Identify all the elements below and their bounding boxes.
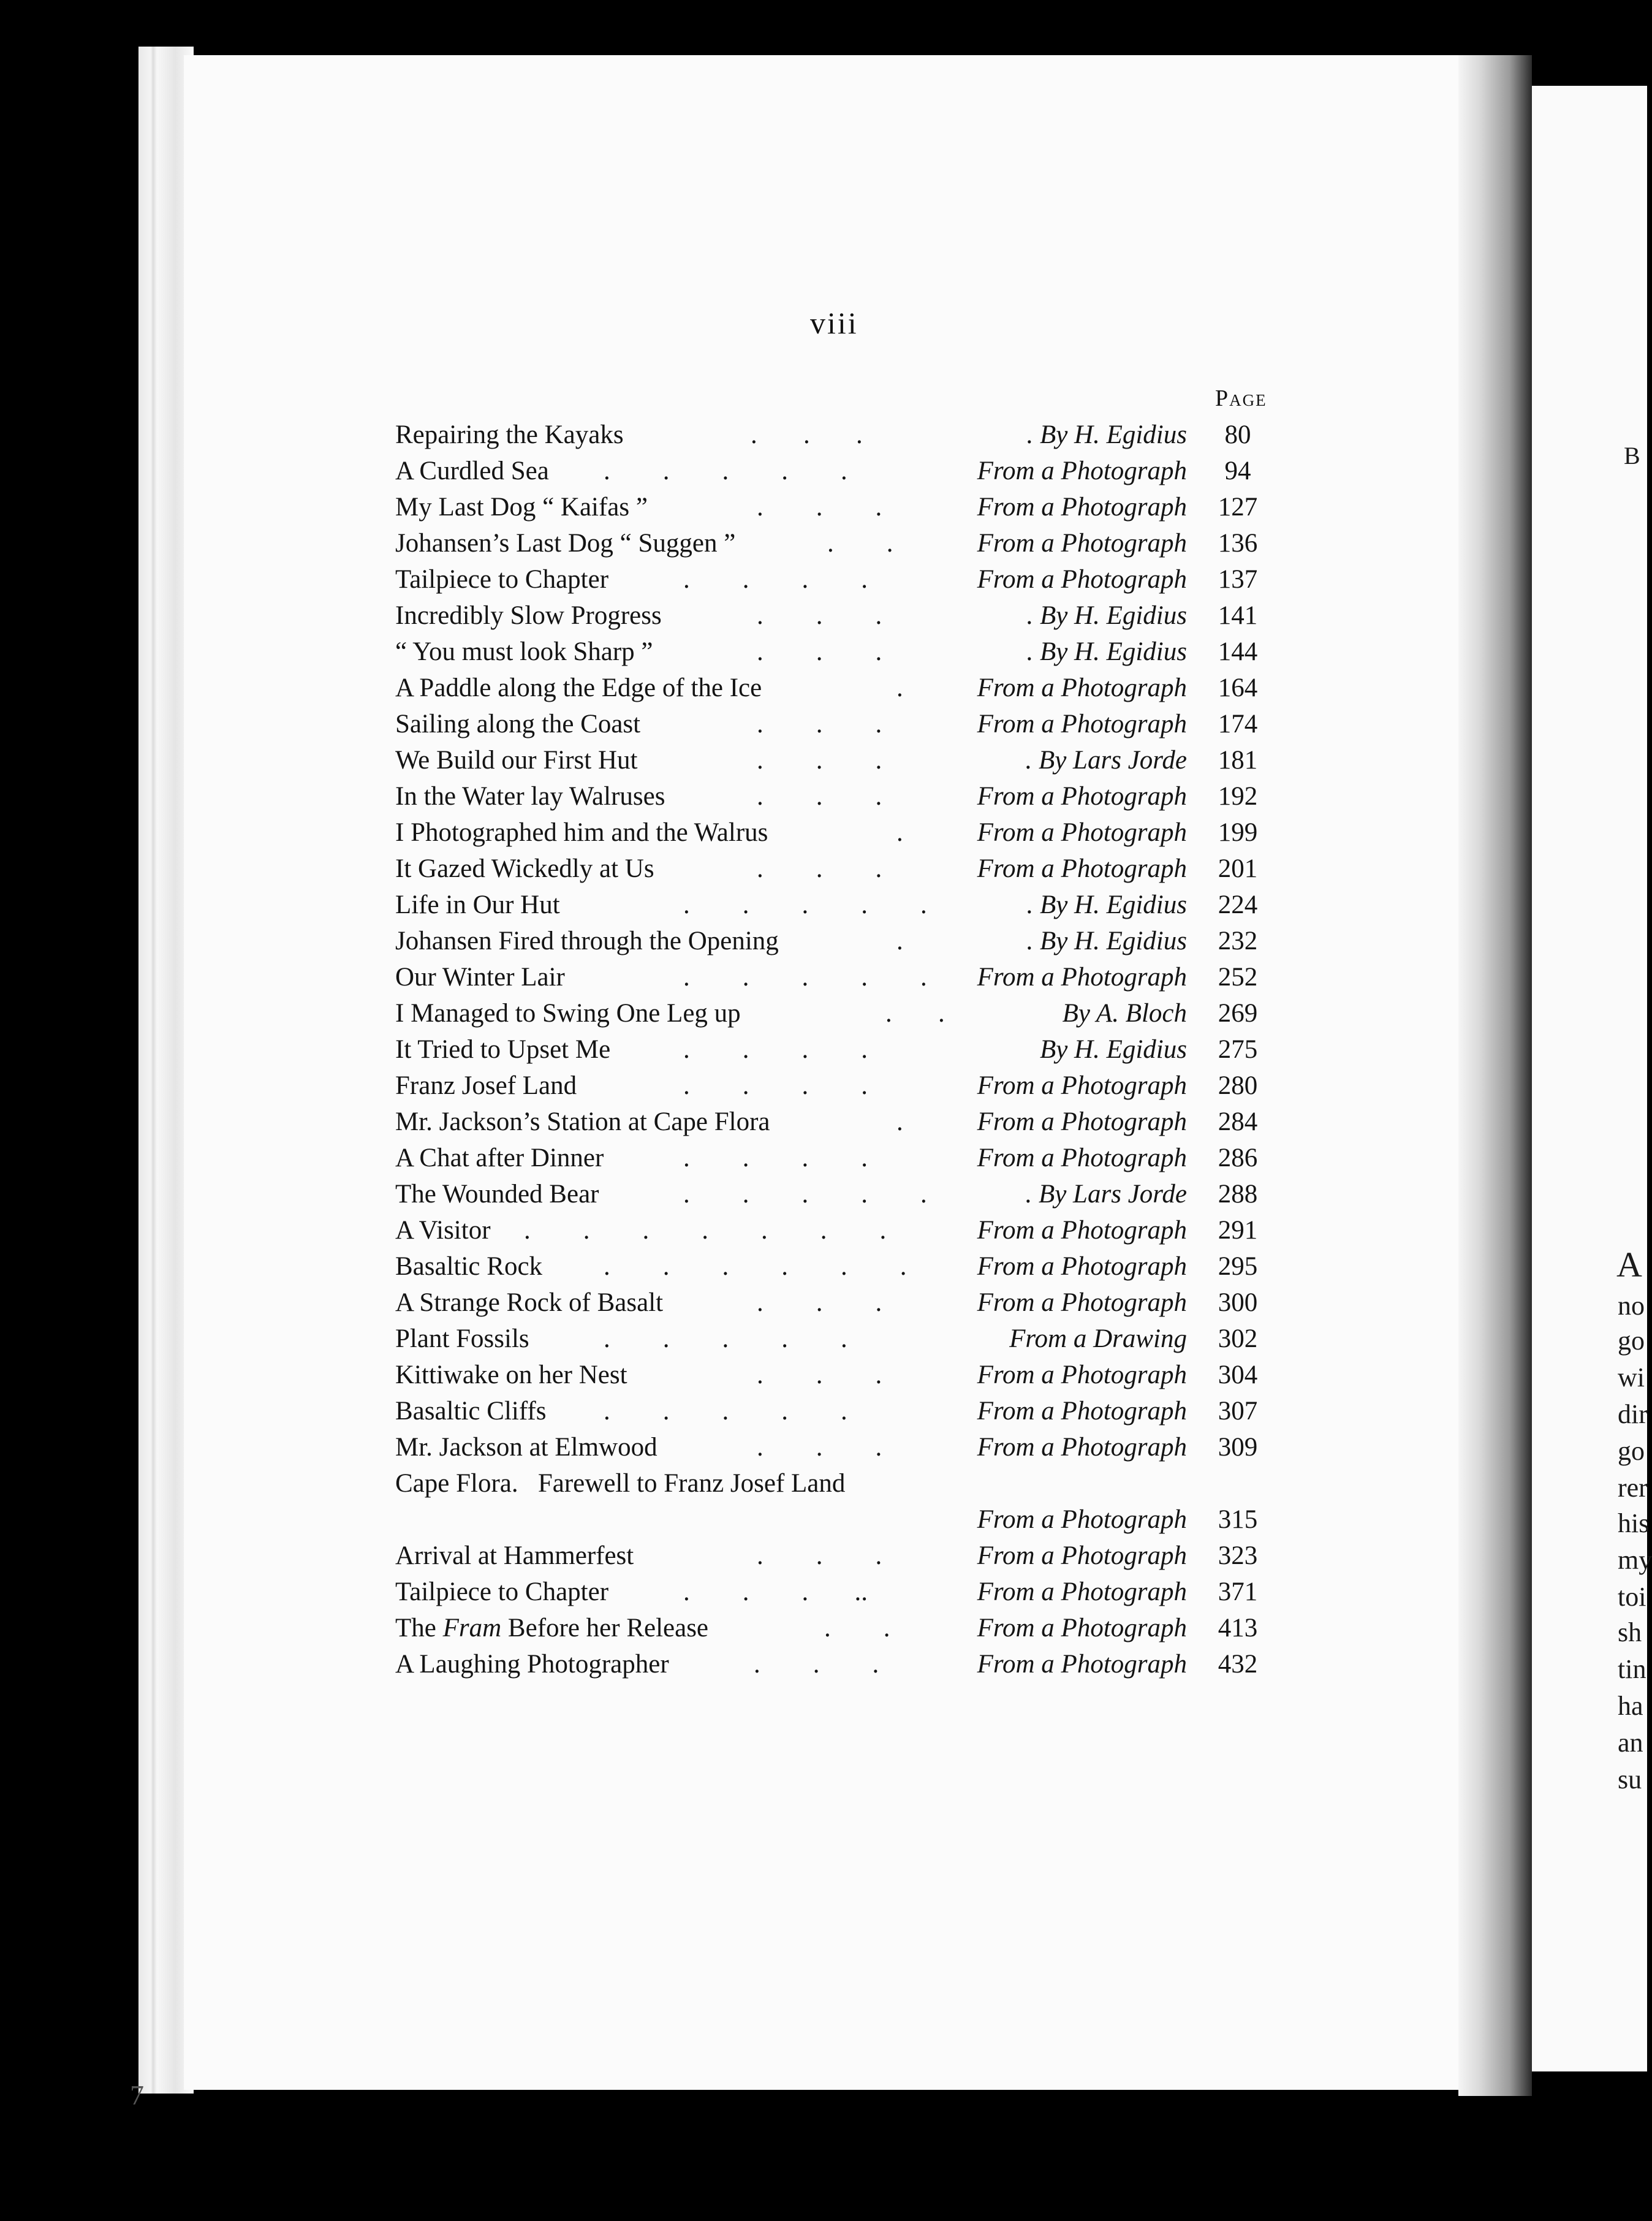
leader-dots: . . . <box>757 1541 882 1570</box>
list-item <box>395 851 1271 887</box>
facing-page-fragment: su <box>1618 1764 1642 1794</box>
entry-page: 284 <box>1218 1107 1258 1136</box>
facing-page-fragment: go <box>1618 1326 1645 1356</box>
entry-credit: From a Photograph <box>977 710 1187 738</box>
entry-credit: From a Photograph <box>977 1397 1187 1426</box>
leader-dots: . . . <box>757 710 882 738</box>
entry-page: 232 <box>1218 927 1258 955</box>
leader-dots: . . . <box>757 1433 882 1462</box>
entry-page: 224 <box>1218 890 1258 919</box>
leader-dots: . . . . . <box>604 457 847 485</box>
leader-dots: . . . <box>751 420 863 449</box>
facing-page-fragment: no <box>1618 1291 1645 1321</box>
entry-page: 199 <box>1218 818 1258 847</box>
leader-dots: . . . .. <box>683 1577 868 1606</box>
list-item <box>395 1285 1271 1321</box>
entry-credit: From a Photograph <box>977 1252 1187 1281</box>
entry-title: I Photographed him and the Walrus <box>395 818 768 847</box>
entry-page: 371 <box>1218 1577 1258 1606</box>
leader-dots: . . . <box>757 854 882 883</box>
list-item <box>395 778 1271 814</box>
list-item <box>395 1104 1271 1140</box>
facing-page-fragment: sh <box>1618 1617 1642 1647</box>
entry-credit: From a Photograph <box>977 1107 1187 1136</box>
leader-dots: . . . <box>757 782 882 811</box>
entry-credit: From a Photograph <box>977 1288 1187 1317</box>
facing-page-fragment: tin <box>1618 1654 1646 1684</box>
entry-title: Basaltic Rock <box>395 1252 543 1281</box>
entry-title: Incredibly Slow Progress <box>395 601 662 630</box>
entry-page: 295 <box>1218 1252 1258 1281</box>
list-item <box>395 959 1271 995</box>
list-item <box>395 670 1271 706</box>
entry-page: 201 <box>1218 854 1258 883</box>
list-item <box>395 525 1271 561</box>
leader-dots: . . . <box>757 637 882 666</box>
entry-title: Life in Our Hut <box>395 890 560 919</box>
entry-title: We Build our First Hut <box>395 746 638 775</box>
entry-credit: . By H. Egidius <box>1026 890 1187 919</box>
facing-page-fragment: ha <box>1618 1691 1643 1721</box>
entry-page: 141 <box>1218 601 1258 630</box>
entry-credit: From a Photograph <box>977 782 1187 811</box>
facing-page-fragment: toi <box>1618 1582 1646 1612</box>
leader-dots: . <box>896 1107 903 1136</box>
entry-title: Plant Fossils <box>395 1324 529 1353</box>
leader-dots: . <box>896 818 903 847</box>
entry-title: Basaltic Cliffs <box>395 1397 547 1426</box>
leader-dots: . . . . <box>683 1035 868 1064</box>
entry-title: Johansen Fired through the Opening <box>395 927 779 955</box>
facing-page-fragment: dir <box>1618 1399 1648 1429</box>
entry-title: My Last Dog “ Kaifas ” <box>395 493 648 522</box>
facing-page-fragment: an <box>1618 1728 1643 1758</box>
list-item <box>395 1321 1271 1357</box>
leader-dots: . . . . <box>683 1071 868 1100</box>
entry-title: Sailing along the Coast <box>395 710 641 738</box>
leader-dots: . . . <box>757 746 882 775</box>
entry-page: 174 <box>1218 710 1258 738</box>
list-item <box>395 995 1271 1031</box>
leader-dots: . . . . <box>683 565 868 594</box>
entry-title: Johansen’s Last Dog “ Suggen ” <box>395 529 736 558</box>
facing-page-fragment: B <box>1624 442 1640 469</box>
entry-credit: From a Photograph <box>977 674 1187 702</box>
leader-dots: . <box>896 927 903 955</box>
list-item <box>395 1068 1271 1104</box>
list-item <box>395 1574 1271 1610</box>
leader-dots: . . . . . <box>683 1180 927 1209</box>
entry-credit: . By H. Egidius <box>1026 601 1187 630</box>
list-item <box>395 1538 1271 1574</box>
leader-dots: . . . . . <box>604 1324 847 1353</box>
leader-dots: . . . <box>757 493 882 522</box>
list-item <box>395 1646 1271 1682</box>
leader-dots: . . . . <box>683 1144 868 1172</box>
entry-page: 300 <box>1218 1288 1258 1317</box>
entry-credit: From a Photograph <box>977 963 1187 992</box>
entry-credit: . By H. Egidius <box>1026 637 1187 666</box>
entry-title: The Wounded Bear <box>395 1180 599 1209</box>
list-item <box>395 1465 1271 1538</box>
entry-title: Mr. Jackson’s Station at Cape Flora <box>395 1107 770 1136</box>
entry-page: 280 <box>1218 1071 1258 1100</box>
entry-title: Arrival at Hammerfest <box>395 1541 634 1570</box>
facing-page-fragment: go <box>1618 1436 1645 1466</box>
entry-credit: From a Photograph <box>977 818 1187 847</box>
entry-credit: From a Photograph <box>977 529 1187 558</box>
entry-credit: From a Photograph <box>977 457 1187 485</box>
entry-credit: From a Photograph <box>977 1650 1187 1679</box>
list-item <box>395 453 1271 489</box>
list-item <box>395 1031 1271 1068</box>
facing-page-fragment: his <box>1618 1508 1650 1538</box>
list-item <box>395 1610 1271 1646</box>
leader-dots: . . . <box>757 1288 882 1317</box>
entry-page: 302 <box>1218 1324 1258 1353</box>
entry-page: 136 <box>1218 529 1258 558</box>
entry-credit: From a Photograph <box>977 565 1187 594</box>
entry-credit: From a Photograph <box>977 1144 1187 1172</box>
entry-credit: From a Photograph <box>977 493 1187 522</box>
list-item <box>395 1140 1271 1176</box>
entry-title: A Paddle along the Edge of the Ice <box>395 674 762 702</box>
entry-credit: By H. Egidius <box>1039 1035 1187 1064</box>
entry-title: Our Winter Lair <box>395 963 565 992</box>
list-item <box>395 561 1271 598</box>
entry-page: 304 <box>1218 1361 1258 1389</box>
entry-title: Repairing the Kayaks <box>395 420 624 449</box>
entry-title: Tailpiece to Chapter <box>395 1577 609 1606</box>
entry-title: A Curdled Sea <box>395 457 549 485</box>
leader-dots: . . . . . <box>683 963 927 992</box>
entry-title: A Strange Rock of Basalt <box>395 1288 664 1317</box>
entry-title: Kittiwake on her Nest <box>395 1361 627 1389</box>
list-item <box>395 1429 1271 1465</box>
entry-page: 94 <box>1224 457 1251 485</box>
entry-page: 323 <box>1218 1541 1258 1570</box>
entry-credit: . By H. Egidius <box>1026 927 1187 955</box>
entry-title: Cape Flora. Farewell to Franz Josef Land <box>395 1469 846 1498</box>
list-item <box>395 598 1271 634</box>
entry-credit: From a Photograph <box>977 854 1187 883</box>
entry-credit: From a Photograph <box>977 1361 1187 1389</box>
entry-credit: From a Photograph <box>977 1071 1187 1100</box>
leader-dots: . <box>896 674 903 702</box>
entry-page: 269 <box>1218 999 1258 1028</box>
entry-page: 291 <box>1218 1216 1258 1245</box>
entry-page: 413 <box>1218 1614 1258 1642</box>
list-item <box>395 923 1271 959</box>
entry-page: 275 <box>1218 1035 1258 1064</box>
list-item <box>395 887 1271 923</box>
list-item <box>395 1248 1271 1285</box>
page-number: viii <box>810 306 858 340</box>
leader-dots: . . . <box>757 601 882 630</box>
entry-title: “ You must look Sharp ” <box>395 637 653 666</box>
entry-credit: From a Photograph <box>977 1541 1187 1570</box>
footer-mark: 7 <box>130 2079 144 2111</box>
list-item <box>395 1357 1271 1393</box>
entry-title: I Managed to Swing One Leg up <box>395 999 741 1028</box>
entry-title: Mr. Jackson at Elmwood <box>395 1433 657 1462</box>
facing-page-fragment: A <box>1616 1245 1642 1285</box>
leader-dots: . . <box>827 529 893 558</box>
entry-title: The Fram Before her Release <box>395 1614 709 1642</box>
entry-page: 192 <box>1218 782 1258 811</box>
list-item <box>395 1212 1271 1248</box>
entry-credit: From a Photograph <box>977 1614 1187 1642</box>
entry-page: 80 <box>1224 420 1251 449</box>
entry-page: 127 <box>1218 493 1258 522</box>
facing-page-fragment: rer <box>1618 1473 1648 1503</box>
entry-credit: From a Photograph <box>977 1577 1187 1606</box>
entry-page: 315 <box>1218 1505 1258 1534</box>
list-item <box>395 814 1271 851</box>
entry-title: It Tried to Upset Me <box>395 1035 611 1064</box>
book-gutter <box>1458 55 1532 2096</box>
entry-credit: . By Lars Jorde <box>1025 1180 1187 1209</box>
list-item <box>395 1176 1271 1212</box>
entry-title: A Laughing Photographer <box>395 1650 669 1679</box>
leader-dots: . . <box>824 1614 890 1642</box>
list-item <box>395 742 1271 778</box>
entry-credit: . By Lars Jorde <box>1025 746 1187 775</box>
entry-credit: From a Drawing <box>1009 1324 1187 1353</box>
entry-page: 137 <box>1218 565 1258 594</box>
leader-dots: . . . . . . . <box>524 1216 887 1245</box>
facing-page-fragment: wi <box>1618 1362 1645 1392</box>
page-column-label: Page <box>1215 385 1267 411</box>
entry-credit: . By H. Egidius <box>1026 420 1187 449</box>
leader-dots: . . . <box>754 1650 879 1679</box>
entry-page: 181 <box>1218 746 1258 775</box>
entry-credit: From a Photograph <box>977 1505 1187 1534</box>
entry-title: Tailpiece to Chapter <box>395 565 609 594</box>
entry-credit: By A. Bloch <box>1062 999 1187 1028</box>
list-item <box>395 634 1271 670</box>
entry-title: A Visitor <box>395 1216 491 1245</box>
entry-page: 252 <box>1218 963 1258 992</box>
list-item <box>395 417 1271 453</box>
list-item <box>395 1393 1271 1429</box>
illustrations-list <box>395 417 1271 1682</box>
entry-title: It Gazed Wickedly at Us <box>395 854 654 883</box>
leader-dots: . . . . . . <box>604 1252 907 1281</box>
entry-page: 307 <box>1218 1397 1258 1426</box>
entry-credit: From a Photograph <box>977 1216 1187 1245</box>
entry-page: 164 <box>1218 674 1258 702</box>
entry-page: 144 <box>1218 637 1258 666</box>
facing-page-fragment: my <box>1618 1545 1652 1575</box>
list-item <box>395 489 1271 525</box>
entry-credit: From a Photograph <box>977 1433 1187 1462</box>
entry-title: In the Water lay Walruses <box>395 782 665 811</box>
facing-page <box>1532 86 1652 2071</box>
entry-title: Franz Josef Land <box>395 1071 577 1100</box>
leader-dots: . . . . . <box>604 1397 847 1426</box>
entry-page: 309 <box>1218 1433 1258 1462</box>
entry-title: A Chat after Dinner <box>395 1144 604 1172</box>
entry-page: 286 <box>1218 1144 1258 1172</box>
entry-page: 432 <box>1218 1650 1258 1679</box>
list-item <box>395 706 1271 742</box>
leader-dots: . . . . . <box>683 890 927 919</box>
leader-dots: . . . <box>757 1361 882 1389</box>
leader-dots: . . <box>885 999 945 1028</box>
entry-page: 288 <box>1218 1180 1258 1209</box>
